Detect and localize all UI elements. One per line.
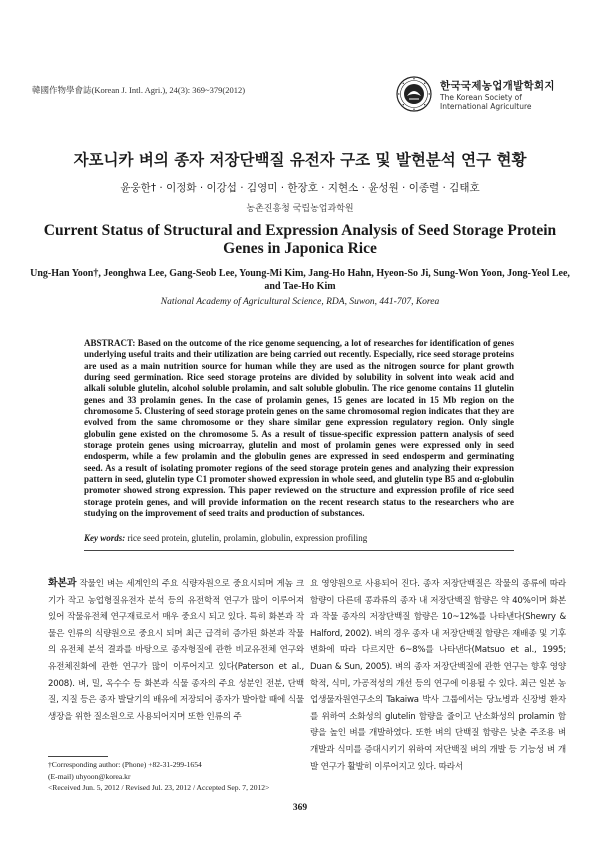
footnote-divider (48, 756, 108, 757)
society-logo (396, 76, 576, 116)
korean-authors: 윤웅한† · 이정화 · 이강섭 · 김영미 · 한장호 · 지현소 · 윤성원 · 이종렬 · 김태호 (120, 182, 480, 194)
society-korean-name: 한국국제농업개발학회지 (440, 80, 555, 92)
society-english-name: The Korean Society of International Agriculture (440, 93, 532, 111)
circular-seal-icon (396, 76, 432, 112)
keywords-label: Key words: (84, 533, 126, 543)
korean-affiliation: 농촌진흥청 국립농업과학원 (246, 204, 354, 214)
body-right-column (310, 576, 566, 775)
body-right-text: 요 영양원으로 사용되어 진다. 종자 저장단백질은 작물의 종류에 따라 함량이 다른데 콩과류의 종자 내 저장단백질 함량은 약 40%이며 화본과 작물 종자의 저장단백질 함량은 10~12%를 나타낸다(Shewry & Halford, 2002). 벼의 경우 종자 내 저장단백질 함량은 재배종 및 기후변화에 따라 다르지만 6~8%를 나타낸다(Matsuo et al., 1995; Duan & Sun, 2005). 벼의 종자 저장단백질에 관한 연구는 향후 영양학적, 식미, 가공적성의 개선 등의 연구에 이용될 수 있다. 최근 일본 농업생물자원연구소의 Takaiwa 박사 그룹에서는 당뇨병과 신장병 환자를 위하여 소화성의 glutelin 함량을 줄이고 난소화성의 prolamin 함량을 높인 벼를 개발하였다. 또한 벼의 단백질 함량은 낮춘 주조용 벼 개발과 식미를 증대시키기 위하여 저단백질 벼의 개발 등 기능성 벼 개발 연구가 활발히 이루어지고 있다. 따라서 (310, 579, 566, 772)
english-authors: Ung-Han Yoon†, Jeonghwa Lee, Gang-Seob Lee, Young-Mi Kim, Jang-Ho Hahn, Hyeon-So Ji, Sung-Won Yoon, Jong-Yeol Lee, and Tae-Ho Kim (30, 268, 570, 292)
author-email: (E-mail) uhyoon@korea.kr (48, 771, 131, 781)
keywords (84, 533, 514, 543)
body-left-text: 작물인 벼는 세계인의 주요 식량자원으로 중요시되며 게놈 크기가 작고 농업형질유전자 분석 등의 유전학적 연구가 많이 이루어져 있어 작물유전체 연구재료로서 매우 중요시 되고 있다. 특히 화본과 작물은 인류의 식량원으로 중요시 되며 최근 급격히 증가된 화본과 작물의 유전체 분석 결과를 바탕으로 종자형질에 관한 비교유전체 연구와 유전체진화에 관한 연구가 많이 이루어지고 있다(Paterson et al., 2008). 벼, 밀, 옥수수 등 화본과 식물 종자의 주요 성분인 전분, 단백질, 지질 등은 종자 발달기의 배유에 저장되어 종자가 발아할 때에 식물생장을 위한 질소원으로 사용되어지며 또한 인류의 주 (48, 579, 304, 722)
journal-citation: 韓國作物學會誌(Korean J. Intl. Agri.), 24(3): 369~379(2012) (32, 85, 246, 95)
body-left-column (48, 576, 304, 725)
english-affiliation: National Academy of Agricultural Science, RDA, Suwon, 441-707, Korea (160, 297, 440, 307)
abstract-divider (84, 550, 514, 551)
footnotes (48, 759, 308, 794)
body-lead-word: 화본과 (48, 578, 77, 589)
received-dates: <Received Jun. 5, 2012 / Revised Jul. 23, 2012 / Accepted Sep. 7, 2012> (48, 783, 270, 792)
abstract: ABSTRACT: Based on the outcome of the rice genome sequencing, a lot of researches for identification of genes underlying useful traits and their utilization are being carried out recently. Especially, rice seed storage proteins are used as a main nutrition source for human while they are used as the nitrogen source for plant growth during seed germination. Rice seed storage proteins are divided by solubility in solvent into weak acid and alkali soluble glutelin, alcohol soluble prolamin, and salt soluble globulin. The rice genome contains 11 glutelin genes and 33 prolamin genes. In the case of prolamin genes, 15 genes are located in 15 Mb region on the chromosome 5. Clustering of seed storage protein genes on the same chromosomal region indicates that they are evolved from the same chromosome or they share similar gene expression regulatory region. Only single globulin gene existed on the chromosome 5. As a result of tissue-specific expression pattern analysis of seed storage protein genes using microarray, glutelin and most of prolamin genes were expressed only in seed endosperm, while a few prolamin and the globulin genes are expressed in seed endosperm and germinating seed. As a result of isolating promoter regions of the seed storage protein genes and analyzing their expression pattern in seed, glutelin type C1 promoter showed expression in whole seed, and glutelin type B5 and α-globulin promoter showed strong expression. This paper reviewed on the structure and expression profile of rice seed storage protein genes, and will provide information on the recent research status to the researchers who are studying on the improvement of seed traits and production of substances. (84, 338, 514, 519)
english-title: Current Status of Structural and Expression Analysis of Seed Storage Protein Genes in Japonica Rice (43, 222, 557, 257)
keywords-list: rice seed protein, glutelin, prolamin, globulin, expression profiling (127, 533, 368, 543)
korean-title: 자포니카 벼의 종자 저장단백질 유전자 구조 및 발현분석 연구 현황 (73, 151, 527, 169)
page-number: 369 (292, 803, 308, 813)
corresponding-author: †Corresponding author: (Phone) +82-31-299-1654 (48, 760, 202, 769)
